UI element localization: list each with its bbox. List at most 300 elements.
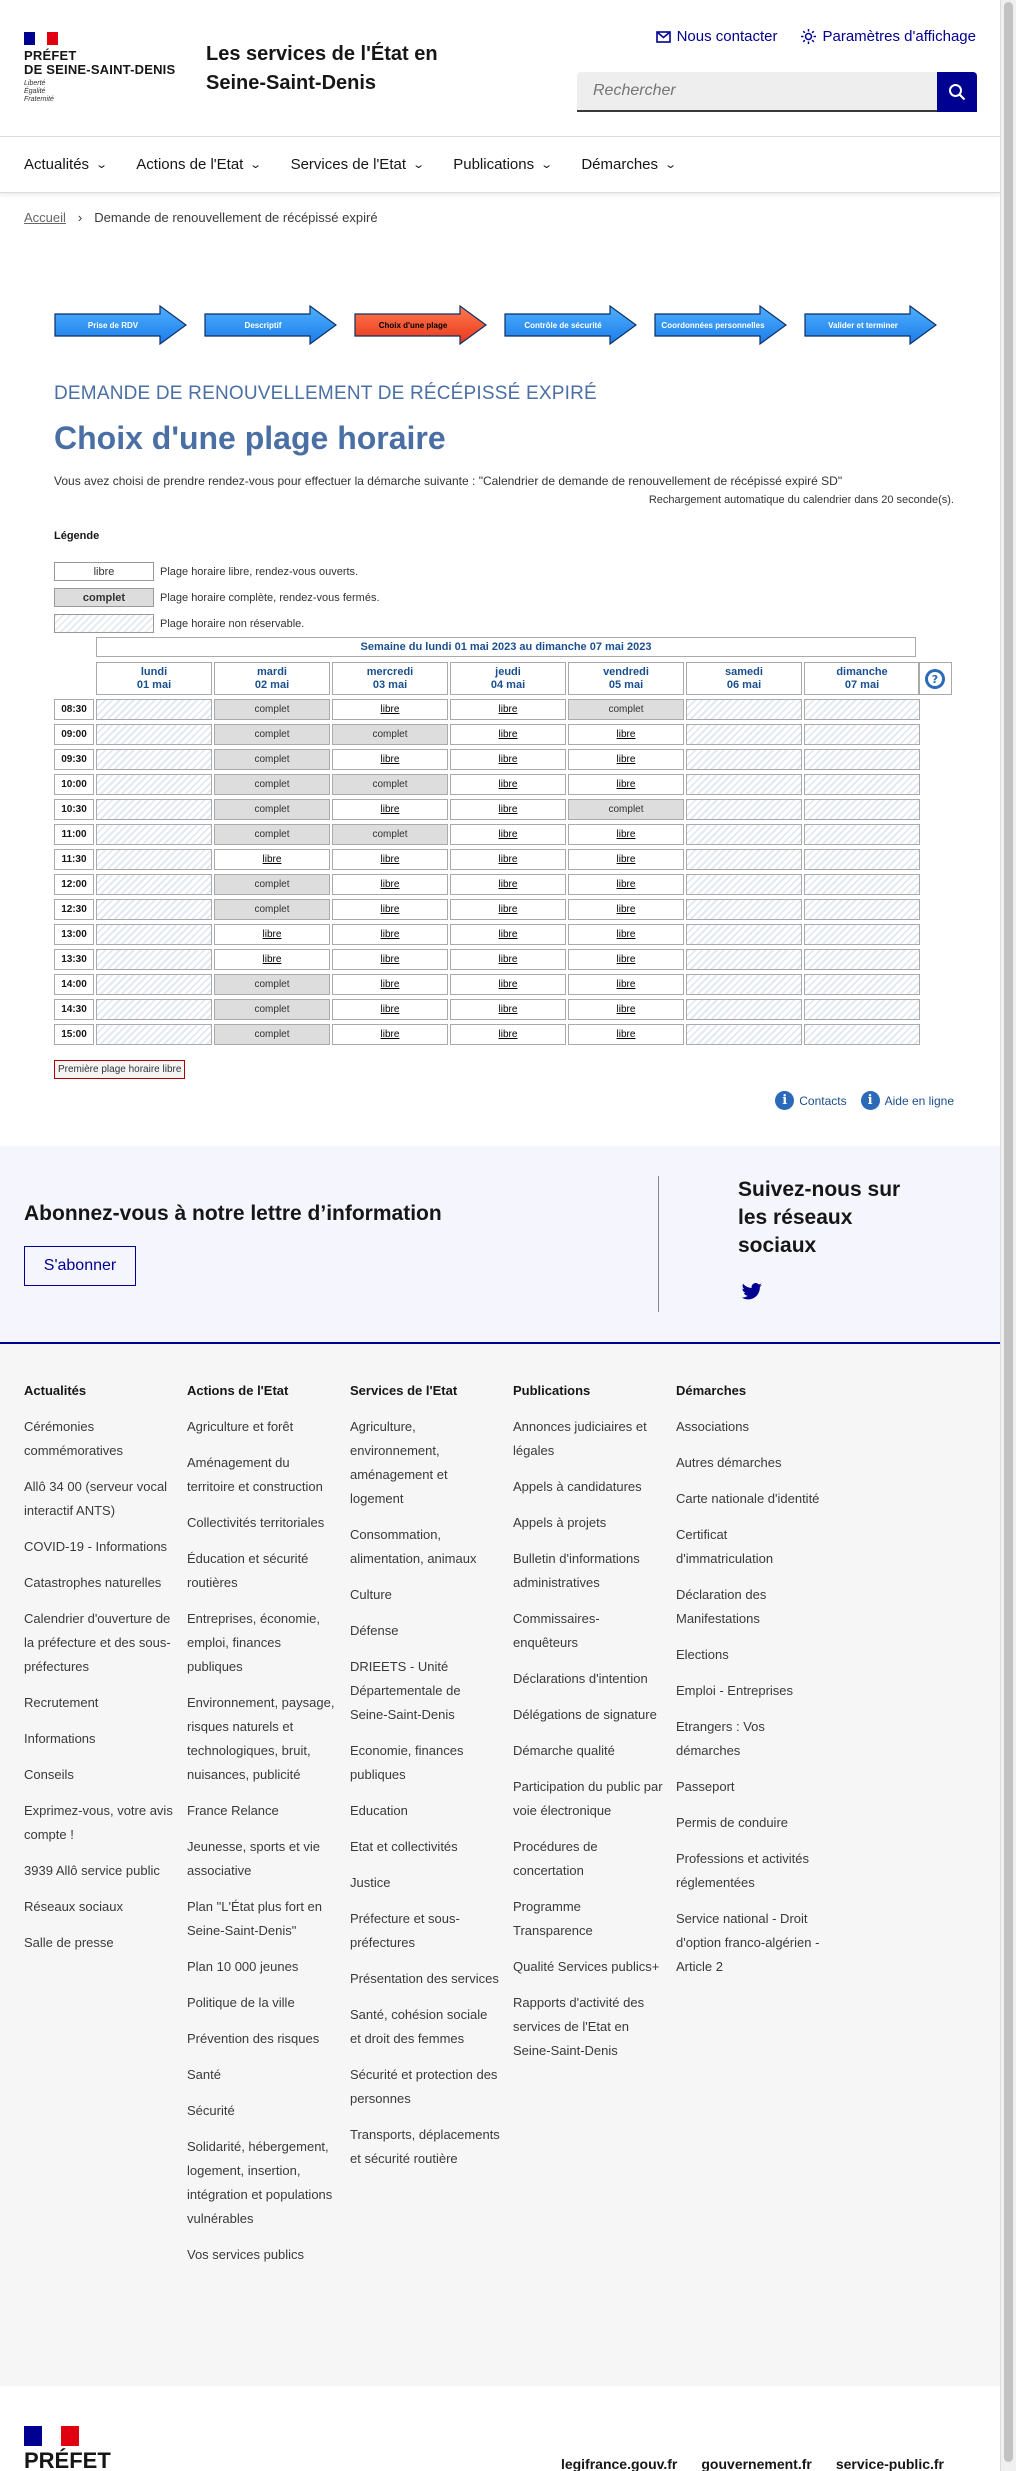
footer-link[interactable]: DRIEETS - Unité Départementale de Seine-Saint-Denis — [350, 1659, 461, 1722]
slot-free[interactable]: libre — [450, 874, 566, 895]
footer-column-title: Services de l'Etat — [350, 1383, 458, 1398]
footer-link[interactable]: Emploi - Entreprises — [676, 1683, 794, 1698]
footer-link[interactable]: Prévention des risques — [187, 2031, 320, 2046]
footer-link[interactable]: Salle de presse — [24, 1935, 114, 1950]
week-header: Semaine du lundi 01 mai 2023 au dimanche 07 mai 2023 — [96, 637, 916, 657]
search-icon — [948, 83, 966, 101]
slot-unavailable — [804, 924, 920, 945]
slot-full: complet — [214, 749, 330, 770]
footer-link[interactable]: Entreprises, économie, emploi, finances publiques — [187, 1611, 320, 1674]
time-label: 14:00 — [54, 974, 94, 995]
slot-free[interactable]: libre — [332, 849, 448, 870]
footer-link[interactable]: Certificat d'immatriculation — [676, 1527, 774, 1566]
slot-unavailable — [96, 799, 212, 820]
footer-link-legifrance[interactable]: legifrance.gouv.fr — [560, 2456, 678, 2471]
main-nav — [0, 137, 1000, 193]
slot-unavailable — [96, 949, 212, 970]
slot-unavailable — [804, 874, 920, 895]
logo-prefet-line2: DE SEINE-SAINT-DENIS — [24, 62, 176, 77]
day-header-mardi — [214, 662, 330, 695]
marianne-flag-icon — [24, 2426, 79, 2446]
footer-link[interactable]: Démarche qualité — [513, 1743, 615, 1758]
nav-label: Actualités — [24, 156, 90, 173]
footer-link[interactable]: Déclarations d'intention — [513, 1671, 648, 1686]
slot-free[interactable]: libre — [450, 849, 566, 870]
slot-unavailable — [686, 974, 802, 995]
slot-unavailable — [96, 824, 212, 845]
reload-notice: Rechargement automatique du calendrier dans 20 seconde(s). — [648, 494, 954, 506]
marianne-flag-icon — [24, 32, 58, 45]
slot-full: complet — [332, 824, 448, 845]
footer-link[interactable]: Délégations de signature — [513, 1707, 657, 1722]
slot-free[interactable]: libre — [568, 849, 684, 870]
nav-services-etat[interactable] — [291, 137, 424, 192]
slot-free[interactable]: libre — [450, 1024, 566, 1045]
twitter-icon[interactable] — [741, 1283, 763, 1301]
slot-full: complet — [214, 874, 330, 895]
time-label: 11:30 — [54, 849, 94, 870]
newsletter-band — [0, 1146, 1000, 1344]
time-label: 13:30 — [54, 949, 94, 970]
chevron-down-icon: ⌄ — [249, 159, 263, 171]
subscribe-button[interactable]: S'abonner — [24, 1246, 136, 1286]
slot-unavailable — [96, 699, 212, 720]
day-name: dimanche — [836, 666, 888, 678]
footer-link[interactable]: Etat et collectivités — [350, 1839, 458, 1854]
scrollbar-thumb[interactable] — [1004, 2, 1013, 2462]
chevron-down-icon: ⌄ — [664, 159, 678, 171]
footer-link[interactable]: Etrangers : Vos démarches — [676, 1719, 765, 1758]
slot-full: complet — [332, 774, 448, 795]
slot-full: complet — [214, 699, 330, 720]
day-date: 06 mai — [726, 679, 762, 691]
slot-unavailable — [804, 824, 920, 845]
step-label: Choix d'une plage — [378, 320, 448, 330]
footer-link[interactable]: Sécurité et protection des personnes — [350, 2067, 498, 2106]
search-button[interactable] — [937, 72, 977, 112]
step-label: Prise de RDV — [87, 320, 139, 330]
slot-unavailable — [804, 1024, 920, 1045]
footer-link[interactable]: Appels à candidatures — [513, 1479, 642, 1494]
display-settings-link[interactable] — [801, 28, 976, 45]
logo-prefet-line1: PRÉFET — [24, 48, 77, 63]
slot-unavailable — [96, 749, 212, 770]
legend-title: Légende — [54, 530, 100, 542]
footer-link[interactable]: Qualité Services publics+ — [513, 1959, 660, 1974]
slot-unavailable — [804, 949, 920, 970]
slot-free[interactable]: libre — [568, 899, 684, 920]
online-help-label: Aide en ligne — [884, 1093, 954, 1108]
slot-unavailable — [96, 974, 212, 995]
day-date: 03 mai — [372, 679, 408, 691]
day-header-mercredi — [332, 662, 448, 695]
chevron-down-icon: ⌄ — [95, 159, 109, 171]
slot-free[interactable]: libre — [568, 1024, 684, 1045]
legend-full-box: complet — [54, 588, 154, 607]
slot-free[interactable]: libre — [332, 749, 448, 770]
slot-free[interactable]: libre — [568, 999, 684, 1020]
slot-free[interactable]: libre — [568, 874, 684, 895]
footer-link[interactable]: Transports, déplacements et sécurité routière — [350, 2127, 500, 2166]
day-name: samedi — [725, 666, 763, 678]
footer-link[interactable]: Service national - Droit d'option franco-algérien - Article 2 — [676, 1911, 820, 1974]
slot-free[interactable]: libre — [450, 749, 566, 770]
nav-demarches[interactable] — [581, 137, 678, 192]
devise-liberte: Liberté — [24, 80, 46, 87]
step-label: Descriptif — [244, 320, 282, 330]
procedure-name: DEMANDE DE RENOUVELLEMENT DE RÉCÉPISSÉ EXPIRÉ — [54, 383, 597, 404]
footer-link[interactable]: Programme Transparence — [513, 1899, 593, 1938]
slot-unavailable — [686, 899, 802, 920]
footer-link[interactable]: Rapports d'activité des services de l'Etat en Seine-Saint-Denis — [513, 1995, 645, 2058]
footer-link[interactable]: Autres démarches — [676, 1455, 782, 1470]
footer-link[interactable]: 3939 Allô service public — [24, 1863, 160, 1878]
nav-actualites[interactable] — [24, 137, 109, 192]
legend-free — [54, 562, 358, 581]
footer-column-title: Démarches — [676, 1383, 747, 1398]
social-title: Suivez-nous sur les réseaux sociaux — [738, 1178, 901, 1257]
footer-link[interactable]: Allô 34 00 (serveur vocal interactif ANTS) — [24, 1479, 168, 1518]
time-label: 08:30 — [54, 699, 94, 720]
time-label: 10:30 — [54, 799, 94, 820]
slot-unavailable — [686, 924, 802, 945]
info-icon: i — [775, 1091, 794, 1110]
footer-link[interactable]: Solidarité, hébergement, logement, insertion, intégration et populations vulnérables — [187, 2139, 333, 2226]
step-5 — [654, 305, 787, 345]
slot-unavailable — [686, 799, 802, 820]
slot-unavailable — [686, 749, 802, 770]
footer-link[interactable]: Préfecture et sous-préfectures — [350, 1911, 460, 1950]
footer-link[interactable]: Vos services publics — [187, 2247, 305, 2262]
nav-actions-etat[interactable] — [136, 137, 263, 192]
step-progress — [54, 305, 954, 345]
legend-none-box — [54, 614, 154, 633]
header — [0, 0, 1000, 137]
slot-full: complet — [332, 724, 448, 745]
slot-unavailable — [96, 849, 212, 870]
slot-unavailable — [804, 699, 920, 720]
footer-link[interactable]: Plan 10 000 jeunes — [187, 1959, 299, 1974]
time-label: 13:00 — [54, 924, 94, 945]
slot-full: complet — [214, 999, 330, 1020]
slot-unavailable — [804, 849, 920, 870]
footer-link[interactable]: Carte nationale d'identité — [676, 1491, 820, 1506]
time-label: 12:30 — [54, 899, 94, 920]
footer-link[interactable]: COVID-19 - Informations — [24, 1539, 168, 1554]
footer-column — [187, 1379, 337, 2279]
slot-free[interactable]: libre — [332, 899, 448, 920]
chevron-down-icon: ⌄ — [540, 159, 554, 171]
day-date: 01 mai — [136, 679, 172, 691]
slot-unavailable — [804, 724, 920, 745]
footer-link[interactable]: Déclaration des Manifestations — [676, 1587, 767, 1626]
slot-free[interactable]: libre — [450, 774, 566, 795]
nav-label: Services de l'Etat — [290, 156, 406, 173]
footer-link[interactable]: Economie, finances publiques — [350, 1743, 464, 1782]
footer-link[interactable]: Éducation et sécurité routières — [187, 1551, 309, 1590]
slot-unavailable — [686, 774, 802, 795]
day-date: 07 mai — [844, 679, 880, 691]
slot-unavailable — [804, 799, 920, 820]
slot-unavailable — [686, 949, 802, 970]
slot-free[interactable]: libre — [568, 974, 684, 995]
footer-link[interactable]: Associations — [676, 1419, 749, 1434]
slot-free[interactable]: libre — [450, 824, 566, 845]
slot-free[interactable]: libre — [450, 799, 566, 820]
time-label: 15:00 — [54, 1024, 94, 1045]
footer-link[interactable]: Plan "L'État plus fort en Seine-Saint-Denis" — [187, 1899, 323, 1938]
page-title: Choix d'une plage horaire — [54, 420, 446, 456]
footer-link[interactable]: Appels à projets — [513, 1515, 607, 1530]
slot-free[interactable]: libre — [332, 1024, 448, 1045]
first-free-slot-button[interactable]: Première plage horaire libre — [54, 1060, 185, 1079]
footer-link[interactable]: Santé — [187, 2067, 221, 2082]
slot-free[interactable]: libre — [450, 724, 566, 745]
footer-column-title: Actions de l'Etat — [187, 1383, 289, 1398]
slot-unavailable — [804, 899, 920, 920]
prefet-logo[interactable] — [24, 32, 194, 104]
footer-link[interactable]: Présentation des services — [350, 1971, 499, 1986]
breadcrumb-home[interactable]: Accueil — [24, 210, 66, 225]
footer-link[interactable]: Collectivités territoriales — [187, 1515, 325, 1530]
day-name: lundi — [140, 666, 168, 678]
footer-bottom — [0, 2386, 1000, 2471]
sun-icon — [801, 29, 816, 44]
footer-link[interactable]: Passeport — [676, 1779, 735, 1794]
step-label: Coordonnées personnelles — [661, 320, 765, 330]
step-label: Contrôle de sécurité — [524, 320, 602, 330]
step-4 — [504, 305, 637, 345]
day-name: vendredi — [603, 666, 649, 678]
slot-full: complet — [568, 699, 684, 720]
site-title[interactable]: Les services de l'État en Seine-Saint-Denis — [206, 43, 438, 94]
slot-free[interactable]: libre — [568, 949, 684, 970]
footer-link[interactable]: Environnement, paysage, risques naturels et technologiques, bruit, nuisances, publicité — [187, 1695, 335, 1782]
contact-link[interactable] — [656, 28, 778, 45]
calendar-help-button[interactable] — [918, 662, 952, 695]
day-name: mercredi — [366, 666, 414, 678]
slot-free[interactable]: libre — [568, 824, 684, 845]
footer-column — [513, 1379, 663, 2075]
slot-unavailable — [686, 1024, 802, 1045]
footer-link[interactable]: Sécurité — [187, 2103, 235, 2118]
breadcrumb-current: Demande de renouvellement de récépissé expiré — [94, 210, 378, 225]
slot-unavailable — [804, 774, 920, 795]
step-1 — [54, 305, 187, 345]
time-label: 09:00 — [54, 724, 94, 745]
intro-text: Vous avez choisi de prendre rendez-vous pour effectuer la démarche suivante : "Calendrier de demande de renouvellement de récépissé expiré SD" — [54, 474, 843, 488]
chevron-right-icon: › — [77, 210, 83, 225]
slot-unavailable — [96, 1024, 212, 1045]
nav-label: Publications — [453, 156, 535, 173]
scrollbar[interactable] — [1000, 0, 1016, 2471]
newsletter-title: Abonnez-vous à notre lettre d’information — [24, 1202, 442, 1225]
legend-free-text: Plage horaire libre, rendez-vous ouverts. — [160, 565, 359, 578]
slot-full: complet — [214, 774, 330, 795]
footer-column — [676, 1379, 826, 1991]
day-date: 05 mai — [608, 679, 644, 691]
time-label: 11:00 — [54, 824, 94, 845]
slot-free[interactable]: libre — [450, 924, 566, 945]
slot-free[interactable]: libre — [332, 699, 448, 720]
day-date: 02 mai — [254, 679, 290, 691]
footer-link-gouvernement[interactable]: gouvernement.fr — [701, 2456, 812, 2471]
slot-full: complet — [214, 824, 330, 845]
slot-free[interactable]: libre — [214, 849, 330, 870]
footer-column-title: Publications — [513, 1383, 591, 1398]
slot-unavailable — [804, 999, 920, 1020]
nav-label: Démarches — [581, 156, 659, 173]
time-label: 12:00 — [54, 874, 94, 895]
footer-link[interactable]: Permis de conduire — [676, 1815, 788, 1830]
chevron-down-icon: ⌄ — [412, 159, 426, 171]
footer-link[interactable]: Politique de la ville — [187, 1995, 295, 2010]
slot-unavailable — [96, 924, 212, 945]
slot-full: complet — [568, 799, 684, 820]
slot-free[interactable]: libre — [450, 699, 566, 720]
contacts-label: Contacts — [799, 1093, 847, 1108]
legend-full — [54, 588, 380, 607]
slot-unavailable — [804, 974, 920, 995]
footer-link[interactable]: France Relance — [187, 1803, 279, 1818]
day-date: 04 mai — [490, 679, 526, 691]
slot-free[interactable]: libre — [568, 724, 684, 745]
search-input[interactable] — [577, 72, 937, 112]
time-label: 14:30 — [54, 999, 94, 1020]
slot-free[interactable]: libre — [450, 999, 566, 1020]
slot-free[interactable]: libre — [450, 949, 566, 970]
footer-link[interactable]: Professions et activités réglementées — [676, 1851, 809, 1890]
day-name: jeudi — [495, 666, 521, 678]
footer-link[interactable]: Jeunesse, sports et vie associative — [187, 1839, 320, 1878]
footer-link[interactable]: Bulletin d'informations administratives — [513, 1551, 640, 1590]
slot-unavailable — [686, 699, 802, 720]
slot-unavailable — [96, 899, 212, 920]
divider — [658, 1176, 659, 1312]
footer-link[interactable]: Culture — [350, 1587, 392, 1602]
footer-link[interactable]: Aménagement du territoire et construction — [187, 1455, 323, 1494]
footer-column — [350, 1379, 500, 2183]
slot-unavailable — [96, 874, 212, 895]
day-header-vendredi — [568, 662, 684, 695]
footer-link[interactable]: Consommation, alimentation, animaux — [350, 1527, 477, 1566]
footer-link[interactable]: Commissaires-enquêteurs — [513, 1611, 600, 1650]
footer-column-title: Actualités — [24, 1383, 87, 1398]
footer-prefet: PRÉFET — [24, 2448, 111, 2471]
nav-publications[interactable] — [453, 137, 554, 192]
footer-link[interactable]: Conseils — [24, 1767, 74, 1782]
slot-unavailable — [96, 774, 212, 795]
slot-unavailable — [686, 874, 802, 895]
footer — [0, 1344, 1000, 2386]
slot-unavailable — [686, 999, 802, 1020]
slot-full: complet — [214, 899, 330, 920]
footer-link[interactable]: Informations — [24, 1731, 96, 1746]
slot-free[interactable]: libre — [450, 899, 566, 920]
footer-link[interactable]: Agriculture et forêt — [187, 1419, 294, 1434]
slot-free[interactable]: libre — [568, 774, 684, 795]
contact-label: Nous contacter — [676, 28, 778, 45]
day-header-samedi — [686, 662, 802, 695]
slot-free[interactable]: libre — [332, 949, 448, 970]
slot-free[interactable]: libre — [450, 974, 566, 995]
day-header-dimanche — [804, 662, 920, 695]
info-icon: i — [861, 1091, 880, 1110]
slot-free[interactable]: libre — [332, 999, 448, 1020]
slot-full: complet — [214, 799, 330, 820]
footer-link[interactable]: Réseaux sociaux — [24, 1899, 123, 1914]
footer-link[interactable]: Justice — [350, 1875, 391, 1890]
slot-unavailable — [804, 749, 920, 770]
footer-link[interactable]: Calendrier d'ouverture de la préfecture et des sous-préfectures — [24, 1611, 171, 1674]
footer-link[interactable]: Catastrophes naturelles — [24, 1575, 162, 1590]
slot-free[interactable]: libre — [332, 874, 448, 895]
slot-unavailable — [686, 849, 802, 870]
slot-unavailable — [686, 824, 802, 845]
slot-full: complet — [214, 724, 330, 745]
footer-column — [24, 1379, 174, 1967]
footer-link[interactable]: Exprimez-vous, votre avis compte ! — [24, 1803, 173, 1842]
footer-link[interactable]: Elections — [676, 1647, 729, 1662]
online-help-link[interactable] — [861, 1091, 954, 1110]
footer-link[interactable]: Défense — [350, 1623, 399, 1638]
svg-text:?: ? — [931, 672, 939, 686]
footer-link[interactable]: Agriculture, environnement, aménagement et logement — [350, 1419, 448, 1506]
slot-free[interactable]: libre — [332, 924, 448, 945]
slot-unavailable — [96, 999, 212, 1020]
breadcrumb — [24, 210, 378, 225]
slot-unavailable — [96, 724, 212, 745]
step-2 — [204, 305, 337, 345]
footer-link-service-public[interactable]: service-public.fr — [835, 2456, 944, 2471]
footer-link[interactable]: Procédures de concertation — [513, 1839, 598, 1878]
footer-link[interactable]: Recrutement — [24, 1695, 99, 1710]
slot-free[interactable]: libre — [332, 974, 448, 995]
slot-full: complet — [214, 974, 330, 995]
search-bar — [577, 72, 977, 112]
footer-link[interactable]: Cérémonies commémoratives — [24, 1419, 123, 1458]
day-name: mardi — [257, 666, 287, 678]
legend-none-text: Plage horaire non réservable. — [160, 617, 305, 630]
footer-link[interactable]: Participation du public par voie électronique — [513, 1779, 663, 1818]
slot-free[interactable]: libre — [568, 749, 684, 770]
display-settings-label: Paramètres d'affichage — [822, 28, 976, 45]
slot-free[interactable]: libre — [214, 924, 330, 945]
footer-link[interactable]: Annonces judiciaires et légales — [513, 1419, 647, 1458]
slot-unavailable — [686, 724, 802, 745]
help-icon — [924, 668, 946, 690]
day-header-lundi — [96, 662, 212, 695]
time-label: 10:00 — [54, 774, 94, 795]
legend-none — [54, 614, 304, 633]
contacts-link[interactable] — [775, 1091, 846, 1110]
step-6 — [804, 305, 937, 345]
devise-egalite: Égalité — [24, 88, 46, 95]
nav-label: Actions de l'Etat — [136, 156, 244, 173]
time-label: 09:30 — [54, 749, 94, 770]
footer-link[interactable]: Education — [350, 1803, 408, 1818]
slot-full: complet — [214, 1024, 330, 1045]
slot-free[interactable]: libre — [332, 799, 448, 820]
step-label: Valider et terminer — [828, 320, 898, 330]
devise-fraternite: Fraternité — [24, 96, 54, 103]
legend-full-text: Plage horaire complète, rendez-vous fermés. — [160, 591, 380, 604]
slot-free[interactable]: libre — [214, 949, 330, 970]
slot-free[interactable]: libre — [568, 924, 684, 945]
envelope-icon — [656, 31, 671, 43]
footer-link[interactable]: Santé, cohésion sociale et droit des femmes — [350, 2007, 488, 2046]
legend-free-box: libre — [54, 562, 154, 581]
